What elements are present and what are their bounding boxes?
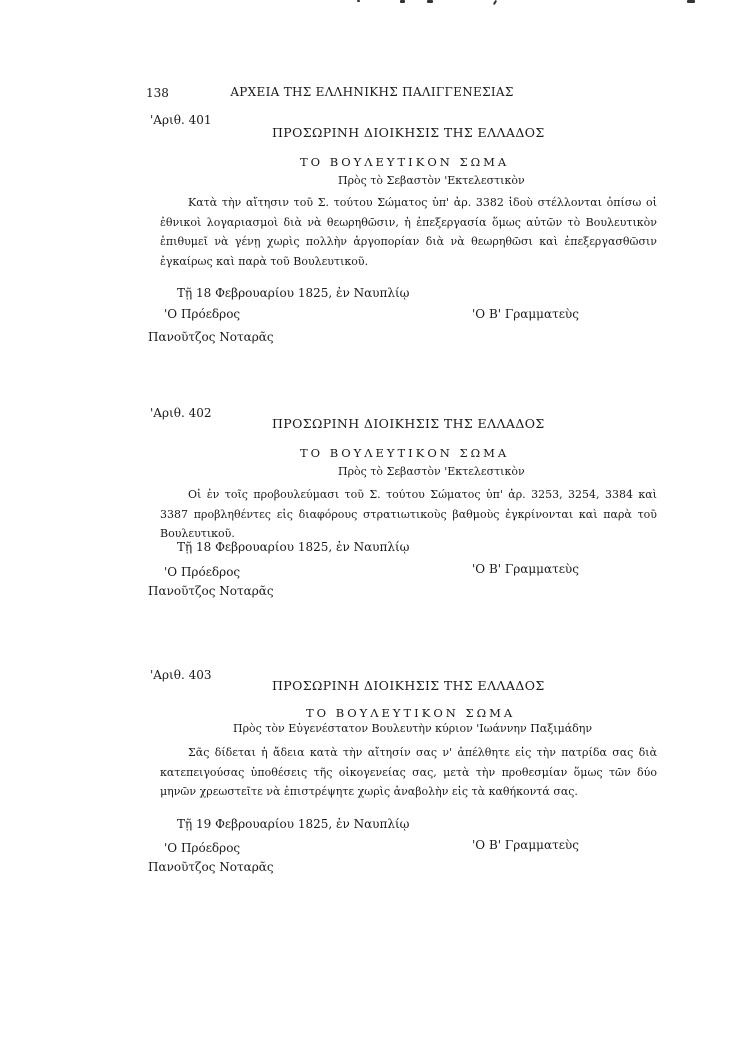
body-title: ΤΟ ΒΟΥΛΕΥΤΙΚΟΝ ΣΩΜΑ xyxy=(306,706,516,720)
scan-speck xyxy=(400,0,405,3)
running-title: ΑΡΧΕΙΑ ΤΗΣ ΕΛΛΗΝΙΚΗΣ ΠΑΛΙΓΓΕΝΕΣΙΑΣ xyxy=(230,85,514,99)
secretary-title: 'Ο Β' Γραμματεὺς xyxy=(472,307,579,321)
scan-speck xyxy=(427,0,433,3)
scan-speck xyxy=(493,0,497,5)
recipient: Πρὸς τὸ Σεβαστὸν 'Εκτελεστικὸν xyxy=(338,174,525,187)
president-name: Πανοῦτζος Νοταρᾶς xyxy=(148,330,274,344)
body-title: ΤΟ ΒΟΥΛΕΥΤΙΚΟΝ ΣΩΜΑ xyxy=(300,155,510,169)
president-name: Πανοῦτζος Νοταρᾶς xyxy=(148,860,274,874)
document-title: ΠΡΟΣΩΡΙΝΗ ΔΙΟΙΚΗΣΙΣ ΤΗΣ ΕΛΛΑΔΟΣ xyxy=(272,678,545,693)
document-text: Οἱ ἐν τοῖς προβουλεύμασι τοῦ Σ. τούτου Σώματος ὑπ' ἀρ. 3253, 3254, 3384 καὶ 3387 προβληθέντες εἰς διαφόρους στρατιωτικοὺς βαθμοὺς ἐγκρίνονται καὶ παρὰ τοῦ Βουλευτικοῦ. xyxy=(160,488,657,540)
body-title: ΤΟ ΒΟΥΛΕΥΤΙΚΟΝ ΣΩΜΑ xyxy=(300,446,510,460)
document-date: Τῇ 18 Φεβρουαρίου 1825, ἐν Ναυπλίῳ xyxy=(177,540,410,554)
document-text: Κατὰ τὴν αἴτησιν τοῦ Σ. τούτου Σώματος ὑπ' ἀρ. 3382 ἰδοὺ στέλλονται ὀπίσω οἱ ἐθνικοὶ λογαριασμοὶ διὰ νὰ θεωρηθῶσιν, ἡ ἐπεξεργασία ὅμως αὐτῶν τὸ Βουλευτικὸν ἐπιθυμεῖ νὰ γένῃ χωρὶς πολλὴν ἀργοπορίαν διὰ νὰ θεωρηθῶσι καὶ ἐπεξεργασθῶσιν ἐγκαίρως καὶ παρὰ τοῦ Βουλευτικοῦ. xyxy=(160,196,657,268)
recipient: Πρὸς τὸ Σεβαστὸν 'Εκτελεστικὸν xyxy=(338,465,525,478)
document-text: Σᾶς δίδεται ἡ ἄδεια κατὰ τὴν αἴτησίν σας ν' ἀπέλθητε εἰς τὴν πατρίδα σας διὰ κατεπειγούσας ὑποθέσεις τῆς οἰκογενείας σας, μετὰ τὴν προθεσμίαν ὅμως τῶν δύο μηνῶν χρεωστεῖτε νὰ ἐπιστρέψητε χωρὶς ἀναβολὴν εἰς τὰ καθήκοντά σας. xyxy=(160,746,657,798)
scan-speck xyxy=(357,0,360,2)
president-title: 'Ο Πρόεδρος xyxy=(164,841,241,855)
document-date: Τῇ 18 Φεβρουαρίου 1825, ἐν Ναυπλίῳ xyxy=(177,286,410,300)
scan-speck xyxy=(687,0,695,3)
document-title: ΠΡΟΣΩΡΙΝΗ ΔΙΟΙΚΗΣΙΣ ΤΗΣ ΕΛΛΑΔΟΣ xyxy=(272,416,545,431)
page-number: 138 xyxy=(146,86,169,100)
document-number: 'Αριθ. 401 xyxy=(150,113,212,127)
president-title: 'Ο Πρόεδρος xyxy=(164,565,241,579)
president-title: 'Ο Πρόεδρος xyxy=(164,307,241,321)
secretary-title: 'Ο Β' Γραμματεὺς xyxy=(472,562,579,576)
secretary-title: 'Ο Β' Γραμματεὺς xyxy=(472,838,579,852)
recipient: Πρὸς τὸν Εὐγενέστατον Βουλευτὴν κύριον 'Ιωάννην Παξιμάδην xyxy=(233,722,593,735)
document-date: Τῇ 19 Φεβρουαρίου 1825, ἐν Ναυπλίῳ xyxy=(177,817,410,831)
document-title: ΠΡΟΣΩΡΙΝΗ ΔΙΟΙΚΗΣΙΣ ΤΗΣ ΕΛΛΑΔΟΣ xyxy=(272,125,545,140)
document-number: 'Αριθ. 403 xyxy=(150,668,212,682)
president-name: Πανοῦτζος Νοταρᾶς xyxy=(148,584,274,598)
document-number: 'Αριθ. 402 xyxy=(150,406,212,420)
